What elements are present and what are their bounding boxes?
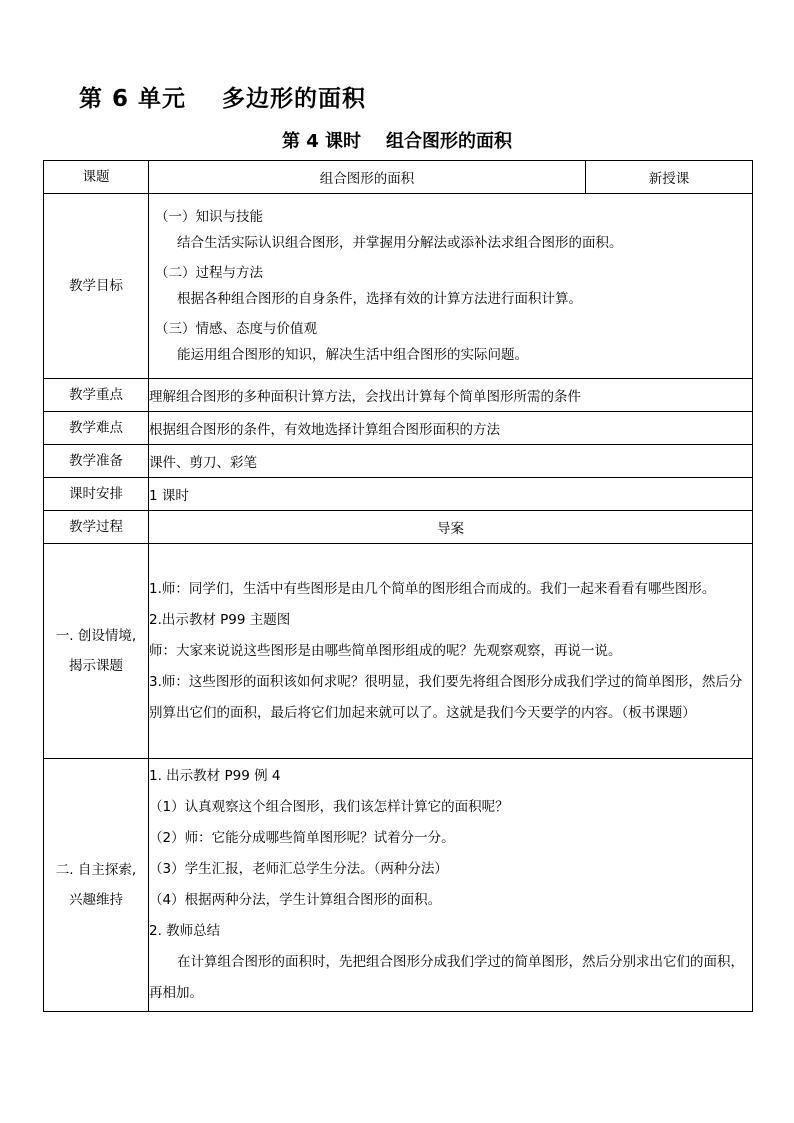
topic-value: 组合图形的面积 (149, 161, 586, 194)
section2-p2: （1）认真观察这个组合图形，我们该怎样计算它的面积呢？ (149, 799, 509, 815)
difficulty-value: 根据组合图形的条件，有效地选择计算组合图形面积的方法 (149, 412, 753, 445)
section1-label-line2: 揭示课题 (69, 658, 123, 674)
difficulty-label: 教学难点 (44, 412, 149, 445)
difficulty-row (44, 412, 753, 445)
section1-row (44, 544, 753, 759)
section2-p5: （4）根据两种分法，学生计算组合图形的面积。 (149, 892, 442, 908)
goals-content (149, 194, 753, 379)
section1-p3: 师：大家来说说这些图形是由哪些简单图形组成的呢？先观察观察，再说一说。 (149, 642, 622, 659)
section2-content (149, 759, 753, 1012)
hours-row (44, 478, 753, 511)
section1-content (149, 544, 753, 759)
prep-row (44, 445, 753, 478)
section2-label (44, 759, 149, 1012)
section2-p1: 1. 出示教材 P99 例 4 (149, 768, 281, 784)
goals-label: 教学目标 (44, 194, 149, 379)
lesson-title: 第 4 课时 组合图形的面积 (281, 131, 513, 152)
section1-p1: 1.师：同学们，生活中有些图形是由几个简单的图形组合而成的。我们一起来看看有哪些图形。 (149, 580, 716, 597)
goal-heading-3: （三）情感、态度与价值观 (155, 321, 317, 337)
unit-title: 第 6 单元 多边形的面积 (79, 86, 367, 112)
section2-label-line1: 二. 自主探索, (55, 862, 137, 878)
section1-p4: 3.师：这些图形的面积该如何求呢？很明显，我们要先将组合图形分成我们学过的简单图形，然后分别算出它们的面积，最后将它们加起来就可以了。这就是我们今天要学的内容。（板书课题） (149, 673, 743, 721)
hours-value: 1 课时 (149, 478, 753, 511)
process-row (44, 511, 753, 544)
section1-label-line1: 一. 创设情境, (55, 628, 137, 644)
section2-p3: （2）师：它能分成哪些简单图形呢？试着分一分。 (149, 830, 455, 846)
section2-label-line2: 兴趣维持 (69, 892, 123, 908)
section1-p2: 2.出示教材 P99 主题图 (149, 611, 291, 628)
key-label: 教学重点 (44, 379, 149, 412)
prep-label: 教学准备 (44, 445, 149, 478)
goal-heading-2: （二）过程与方法 (155, 265, 263, 281)
lesson-plan-table (43, 160, 753, 1012)
goals-row (44, 194, 753, 379)
key-row (44, 379, 753, 412)
section2-row (44, 759, 753, 1012)
goal-text-3: 能运用组合图形的知识，解决生活中组合图形的实际问题。 (177, 347, 528, 363)
topic-label: 课题 (44, 161, 149, 194)
goal-text-1: 结合生活实际认识组合图形，并掌握用分解法或添补法求组合图形的面积。 (177, 235, 623, 251)
topic-row (44, 161, 753, 194)
process-label: 教学过程 (44, 511, 149, 544)
goal-heading-1: （一）知识与技能 (155, 209, 263, 225)
process-header: 导案 (149, 511, 753, 544)
section2-p6: 2. 教师总结 (149, 923, 221, 939)
hours-label: 课时安排 (44, 478, 149, 511)
section1-label (44, 544, 149, 759)
section2-p7: 在计算组合图形的面积时，先把组合图形分成我们学过的简单图形，然后分别求出它们的面积，再相加。 (149, 954, 744, 1001)
lesson-type: 新授课 (586, 161, 753, 194)
goal-text-2: 根据各种组合图形的自身条件，选择有效的计算方法进行面积计算。 (177, 291, 582, 307)
prep-value: 课件、剪刀、彩笔 (149, 445, 753, 478)
section2-p4: （3）学生汇报，老师汇总学生分法。（两种分法） (149, 861, 448, 877)
key-value: 理解组合图形的多种面积计算方法，会找出计算每个简单图形所需的条件 (149, 379, 753, 412)
